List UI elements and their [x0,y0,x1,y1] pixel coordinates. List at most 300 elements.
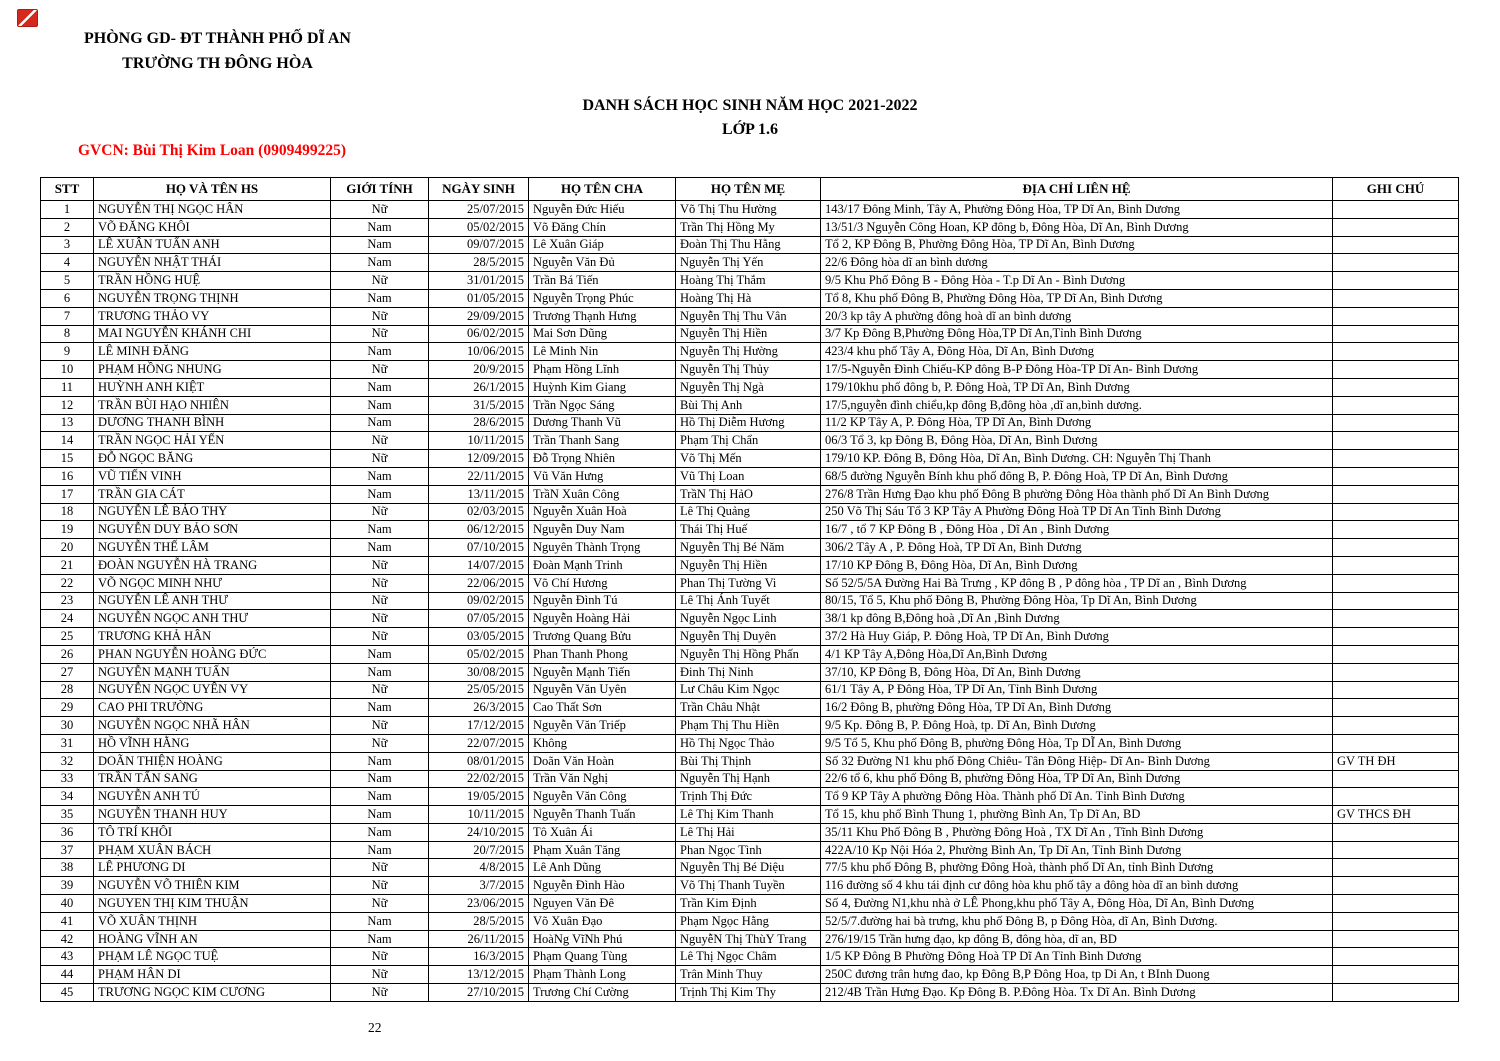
table-row [41,485,1459,503]
cell-father: Trần Bá Tiến [529,272,676,290]
cell-name: PHẠM HỒNG NHUNG [94,361,331,379]
cell-gender: Nữ [331,556,429,574]
table-row [41,467,1459,485]
column-header-father: HỌ TÊN CHA [529,178,676,201]
table-row [41,681,1459,699]
table-row [41,521,1459,539]
cell-mother: Lư Châu Kim Ngọc [676,681,821,699]
cell-note [1333,432,1459,450]
cell-dob: 14/07/2015 [429,556,529,574]
cell-gender: Nam [331,485,429,503]
cell-dob: 26/3/2015 [429,699,529,717]
cell-father: Nguyễn Đình Hào [529,877,676,895]
cell-dob: 31/01/2015 [429,272,529,290]
cell-mother: Lê Thị Ngọc Châm [676,948,821,966]
cell-stt: 6 [41,289,94,307]
cell-note [1333,984,1459,1002]
cell-address: 9/5 Kp. Đông B, P. Đông Hoà, tp. Dĩ An, Bình Dương [821,717,1333,735]
cell-address: 306/2 Tây A , P. Đông Hoà, TP Dĩ An, Bình Dương [821,539,1333,557]
cell-dob: 27/10/2015 [429,984,529,1002]
cell-address: 179/10khu phố đông b, P. Đông Hoà, TP Dĩ An, Bình Dương [821,378,1333,396]
cell-note [1333,414,1459,432]
cell-father: Phạm Xuân Tăng [529,841,676,859]
cell-note [1333,574,1459,592]
cell-address: 35/11 Khu Phố Đông B , Phường Đông Hoà , TX Dĩ An , Tĩnh Bình Dương [821,823,1333,841]
cell-dob: 08/01/2015 [429,752,529,770]
cell-gender: Nam [331,236,429,254]
cell-address: 22/6 tổ 6, khu phố Đông B, phường Đông Hòa, TP Dĩ An, Bình Dương [821,770,1333,788]
cell-father: Nguyên Thành Trọng [529,539,676,557]
cell-mother: Trịnh Thị Kim Thy [676,984,821,1002]
table-body [41,201,1459,1002]
table-row [41,556,1459,574]
cell-note [1333,948,1459,966]
cell-father: Vũ Văn Hưng [529,467,676,485]
column-header-mother: HỌ TÊN MẸ [676,178,821,201]
cell-note [1333,254,1459,272]
cell-gender: Nữ [331,734,429,752]
cell-address: 52/5/7.đường hai bà trưng, khu phố Đông B, p Đông Hòa, dĩ An, Bình Dương. [821,912,1333,930]
cell-mother: Lê Thị Kim Thanh [676,806,821,824]
cell-address: 276/8 Trần Hưng Đạo khu phố Đông B phường Đông Hòa thành phố Dĩ An Bình Dương [821,485,1333,503]
table-row [41,272,1459,290]
cell-note [1333,877,1459,895]
cell-father: Võ Xuân Đạo [529,912,676,930]
cell-gender: Nam [331,467,429,485]
cell-father: Nguyễn Hoàng Hải [529,610,676,628]
cell-gender: Nam [331,663,429,681]
cell-address: 116 đường số 4 khu tái định cư đông hòa khu phố tây a đông hòa dĩ an bình dương [821,877,1333,895]
cell-stt: 25 [41,628,94,646]
cell-mother: Nguyễn Thị Bé Năm [676,539,821,557]
cell-dob: 26/11/2015 [429,930,529,948]
table-row [41,770,1459,788]
cell-gender: Nữ [331,307,429,325]
table-row [41,610,1459,628]
table-row [41,414,1459,432]
cell-mother: Võ Thị Thu Hường [676,201,821,219]
table-row [41,699,1459,717]
cell-gender: Nam [331,752,429,770]
cell-address: 16/2 Đông B, phường Đông Hòa, TP Dĩ An, Bình Dương [821,699,1333,717]
cell-address: 143/17 Đông Minh, Tây A, Phường Đông Hòa, TP Dĩ An, Bình Dương [821,201,1333,219]
cell-gender: Nam [331,289,429,307]
cell-stt: 26 [41,645,94,663]
cell-mother: Nguyễn Thị Yến [676,254,821,272]
cell-dob: 01/05/2015 [429,289,529,307]
cell-name: TRƯƠNG THẢO VY [94,307,331,325]
cell-stt: 32 [41,752,94,770]
cell-gender: Nam [331,699,429,717]
cell-dob: 29/09/2015 [429,307,529,325]
cell-gender: Nam [331,521,429,539]
table-row [41,930,1459,948]
cell-address: 276/19/15 Trần hưng đạo, kp đông B, đông hòa, dĩ an, BD [821,930,1333,948]
cell-mother: Nguyễn Ngọc Linh [676,610,821,628]
cell-note [1333,912,1459,930]
cell-dob: 22/11/2015 [429,467,529,485]
cell-gender: Nam [331,788,429,806]
cell-mother: Đinh Thị Ninh [676,663,821,681]
cell-name: NGUYỄN ANH TÚ [94,788,331,806]
cell-gender: Nữ [331,895,429,913]
cell-dob: 30/08/2015 [429,663,529,681]
cell-gender: Nam [331,378,429,396]
cell-stt: 9 [41,343,94,361]
cell-note [1333,361,1459,379]
cell-dob: 25/07/2015 [429,201,529,219]
cell-address: 22/6 Đông hòa dĩ an bình dương [821,254,1333,272]
cell-note [1333,610,1459,628]
cell-stt: 2 [41,218,94,236]
table-row [41,361,1459,379]
cell-name: HUỲNH ANH KIỆT [94,378,331,396]
cell-address: Tổ 9 KP Tây A phường Đông Hòa. Thành phố Dĩ An. Tỉnh Bình Dương [821,788,1333,806]
column-header-stt: STT [41,178,94,201]
cell-address: 250 Võ Thị Sáu Tổ 3 KP Tây A Phường Đông Hoà TP Dĩ An Tinh Bình Dương [821,503,1333,521]
cell-gender: Nam [331,414,429,432]
org-header [84,26,351,76]
table-row [41,236,1459,254]
cell-name: NGUYỄN NGỌC NHÃ HÂN [94,717,331,735]
cell-mother: Thái Thị Huế [676,521,821,539]
cell-address: 250C đương trân hưng đao, kp Đông B,P Đông Hoa, tp Di An, t BInh Duong [821,966,1333,984]
cell-name: VÕ ĐĂNG KHÔI [94,218,331,236]
cell-address: 212/4B Trần Hưng Đạo. Kp Đông B. P.Đông Hòa. Tx Dĩ An. Bình Dương [821,984,1333,1002]
cell-note [1333,823,1459,841]
cell-address: Tổ 8, Khu phố Đông B, Phường Đông Hòa, TP Dĩ An, Bình Dương [821,289,1333,307]
cell-father: Nguyen Văn Đê [529,895,676,913]
cell-name: TRẦN TẤN SANG [94,770,331,788]
cell-address: Số 4, Đường N1,khu nhà ở LÊ Phong,khu phố Tây A, Đông Hòa, Dĩ An, Bình Dương [821,895,1333,913]
cell-name: CAO PHI TRƯỜNG [94,699,331,717]
cell-note [1333,788,1459,806]
cell-name: PHẠM HÂN DI [94,966,331,984]
table-row [41,450,1459,468]
cell-father: Võ Đăng Chín [529,218,676,236]
cell-gender: Nữ [331,717,429,735]
table-row [41,788,1459,806]
cell-dob: 24/10/2015 [429,823,529,841]
cell-name: NGUYỄN LÊ ANH THƯ [94,592,331,610]
cell-note [1333,450,1459,468]
cell-mother: Lê Thị Hải [676,823,821,841]
cell-note [1333,307,1459,325]
cell-stt: 34 [41,788,94,806]
org-school-line: TRƯỜNG TH ĐÔNG HÒA [122,55,313,72]
cell-mother: Bùi Thị Anh [676,396,821,414]
cell-note [1333,681,1459,699]
cell-father: Nguyễn Thanh Tuấn [529,806,676,824]
cell-gender: Nữ [331,859,429,877]
cell-mother: Nguyễn Thị Bé Diệu [676,859,821,877]
cell-stt: 7 [41,307,94,325]
student-table [40,177,1459,1002]
cell-dob: 10/11/2015 [429,432,529,450]
cell-stt: 33 [41,770,94,788]
cell-mother: Nguyễn Thị Hồng Phấn [676,645,821,663]
cell-note [1333,218,1459,236]
cell-name: TRẦN NGỌC HẢI YẾN [94,432,331,450]
cell-address: 17/5,nguyễn đình chiểu,kp đông B,đông hòa ,dĩ an,bình dương. [821,396,1333,414]
cell-dob: 28/6/2015 [429,414,529,432]
cell-father: Trần Văn Nghị [529,770,676,788]
column-header-dob: NGÀY SINH [429,178,529,201]
cell-stt: 10 [41,361,94,379]
cell-mother: Nguyễn Thị Hiền [676,325,821,343]
table-row [41,663,1459,681]
cell-gender: Nữ [331,628,429,646]
cell-note [1333,859,1459,877]
cell-name: PHẠM LÊ NGỌC TUỆ [94,948,331,966]
cell-note [1333,539,1459,557]
cell-address: 77/5 khu phố Đông B, phường Đông Hoà, thành phố Dĩ An, tỉnh Bình Dương [821,859,1333,877]
cell-address: 9/5 Khu Phố Đông B - Đông Hòa - T.p Dĩ An - Bình Dương [821,272,1333,290]
cell-mother: Nguyễn Thị Duyên [676,628,821,646]
cell-name: HOÀNG VĨNH AN [94,930,331,948]
cell-mother: Lê Thị Quảng [676,503,821,521]
cell-father: Đoàn Mạnh Trinh [529,556,676,574]
cell-gender: Nữ [331,325,429,343]
cell-stt: 43 [41,948,94,966]
cell-note [1333,236,1459,254]
cell-dob: 07/05/2015 [429,610,529,628]
cell-note [1333,556,1459,574]
cell-stt: 3 [41,236,94,254]
cell-gender: Nữ [331,574,429,592]
cell-stt: 27 [41,663,94,681]
cell-father: Đỗ Trọng Nhiên [529,450,676,468]
cell-stt: 41 [41,912,94,930]
cell-name: TRƯƠNG KHẢ HÂN [94,628,331,646]
cell-gender: Nam [331,645,429,663]
cell-note [1333,645,1459,663]
cell-dob: 02/03/2015 [429,503,529,521]
table-row [41,289,1459,307]
cell-father: Phạm Quang Tùng [529,948,676,966]
cell-stt: 1 [41,201,94,219]
cell-father: Phan Thanh Phong [529,645,676,663]
cell-stt: 4 [41,254,94,272]
table-row [41,592,1459,610]
org-department-line: PHÒNG GD- ĐT THÀNH PHỐ DĨ AN [84,30,351,47]
cell-address: 422A/10 Kp Nội Hóa 2, Phường Bình An, Tp Dĩ An, Tỉnh Bình Dương [821,841,1333,859]
cell-note [1333,378,1459,396]
cell-gender: Nam [331,806,429,824]
cell-mother: Nguyễn Thị Thủy [676,361,821,379]
cell-gender: Nữ [331,503,429,521]
cell-father: Nguyễn Duy Nam [529,521,676,539]
cell-name: NGUYEN THỊ KIM THUẬN [94,895,331,913]
cell-stt: 37 [41,841,94,859]
cell-gender: Nam [331,912,429,930]
cell-mother: Hồ Thị Diễm Hương [676,414,821,432]
cell-address: 423/4 khu phố Tây A, Đông Hòa, Dĩ An, Bình Dương [821,343,1333,361]
cell-name: LÊ PHƯƠNG DI [94,859,331,877]
cell-gender: Nữ [331,201,429,219]
cell-stt: 12 [41,396,94,414]
cell-dob: 13/12/2015 [429,966,529,984]
cell-note [1333,717,1459,735]
cell-father: Nguyễn Văn Công [529,788,676,806]
cell-dob: 05/02/2015 [429,218,529,236]
cell-name: VÕ NGỌC MINH NHƯ [94,574,331,592]
cell-note [1333,201,1459,219]
cell-dob: 13/11/2015 [429,485,529,503]
cell-note [1333,895,1459,913]
table-row [41,503,1459,521]
cell-gender: Nữ [331,681,429,699]
cell-dob: 19/05/2015 [429,788,529,806]
cell-note [1333,930,1459,948]
cell-mother: Đoàn Thị Thu Hằng [676,236,821,254]
cell-mother: Nguyễn Thị Hiền [676,556,821,574]
cell-gender: Nữ [331,948,429,966]
cell-father: Phạm Hồng Lĩnh [529,361,676,379]
cell-name: MAI NGUYỄN KHÁNH CHI [94,325,331,343]
cell-father: Cao Thất Sơn [529,699,676,717]
cell-mother: Hồ Thị Ngọc Thảo [676,734,821,752]
table-row [41,717,1459,735]
cell-address: 16/7 , tổ 7 KP Đông B , Đông Hòa , Dĩ An , Bình Dương [821,521,1333,539]
cell-father: HoàNg VĩNh Phú [529,930,676,948]
cell-dob: 22/06/2015 [429,574,529,592]
cell-note [1333,503,1459,521]
cell-mother: Hoàng Thị Hà [676,289,821,307]
cell-name: TRẦN BÙI HẠO NHIÊN [94,396,331,414]
cell-note [1333,289,1459,307]
cell-address: Số 52/5/5A Đường Hai Bà Trưng , KP đông B , P đông hòa , TP Dĩ an , Bình Dương [821,574,1333,592]
table-row [41,806,1459,824]
cell-stt: 13 [41,414,94,432]
table-row [41,912,1459,930]
cell-dob: 20/7/2015 [429,841,529,859]
cell-dob: 26/1/2015 [429,378,529,396]
cell-address: 38/1 kp đông B,Đông hoà ,Dĩ An ,Bình Dương [821,610,1333,628]
column-header-address: ĐỊA CHỈ LIÊN HỆ [821,178,1333,201]
cell-gender: Nữ [331,877,429,895]
cell-dob: 03/05/2015 [429,628,529,646]
cell-note [1333,343,1459,361]
cell-father: Lê Anh Dũng [529,859,676,877]
cell-dob: 31/5/2015 [429,396,529,414]
cell-address: 80/15, Tổ 5, Khu phố Đông B, Phường Đông Hòa, Tp Dĩ An, Bình Dương [821,592,1333,610]
cell-note [1333,325,1459,343]
cell-name: VÕ XUÂN THỊNH [94,912,331,930]
cell-stt: 18 [41,503,94,521]
table-row [41,201,1459,219]
cell-note: GV TH ĐH [1333,752,1459,770]
cell-address: 20/3 kp tây A phường đông hoà dĩ an bình dương [821,307,1333,325]
table-row [41,343,1459,361]
cell-dob: 28/5/2015 [429,912,529,930]
cell-gender: Nam [331,770,429,788]
cell-dob: 22/02/2015 [429,770,529,788]
cell-note [1333,396,1459,414]
cell-stt: 24 [41,610,94,628]
cell-name: DƯƠNG THANH BÌNH [94,414,331,432]
cell-note: GV THCS ĐH [1333,806,1459,824]
cell-dob: 16/3/2015 [429,948,529,966]
cell-address: Tổ 2, KP Đông B, Phường Đông Hòa, TP Dĩ An, Bình Dương [821,236,1333,254]
cell-dob: 20/9/2015 [429,361,529,379]
cell-mother: NguyễN Thị ThùY Trang [676,930,821,948]
table-row [41,432,1459,450]
cell-mother: Trần Châu Nhật [676,699,821,717]
cell-stt: 30 [41,717,94,735]
cell-stt: 44 [41,966,94,984]
cell-address: 4/1 KP Tây A,Đông Hòa,Dĩ An,Bình Dương [821,645,1333,663]
cell-dob: 23/06/2015 [429,895,529,913]
table-row [41,218,1459,236]
cell-name: PHẠM XUÂN BÁCH [94,841,331,859]
table-row [41,895,1459,913]
cell-father: Mai Sơn Dũng [529,325,676,343]
table-row [41,823,1459,841]
cell-dob: 4/8/2015 [429,859,529,877]
cell-gender: Nữ [331,432,429,450]
table-row [41,752,1459,770]
cell-gender: Nữ [331,592,429,610]
cell-mother: Nguyễn Thị Thu Vân [676,307,821,325]
cell-father: Trương Thạnh Hưng [529,307,676,325]
cell-father: Nguyễn Đình Tú [529,592,676,610]
cell-stt: 5 [41,272,94,290]
column-header-note: GHI CHÚ [1333,178,1459,201]
cell-name: VŨ TIẾN VINH [94,467,331,485]
column-header-name: HỌ VÀ TÊN HS [94,178,331,201]
cell-stt: 31 [41,734,94,752]
cell-stt: 35 [41,806,94,824]
cell-stt: 45 [41,984,94,1002]
table-row [41,984,1459,1002]
cell-gender: Nam [331,930,429,948]
cell-mother: Phan Thị Tường Vi [676,574,821,592]
cell-mother: Lê Thị Ánh Tuyết [676,592,821,610]
cell-father: Phạm Thành Long [529,966,676,984]
cell-father: Trần Ngọc Sáng [529,396,676,414]
cell-stt: 39 [41,877,94,895]
cell-mother: Nguyễn Thị Hường [676,343,821,361]
cell-gender: Nữ [331,984,429,1002]
cell-name: PHAN NGUYỄN HOÀNG ĐỨC [94,645,331,663]
cell-address: 9/5 Tổ 5, Khu phố Đông B, phường Đông Hòa, Tp DĨ An, Bình Dương [821,734,1333,752]
cell-father: Nguyễn Xuân Hoà [529,503,676,521]
cell-father: Nguyễn Mạnh Tiến [529,663,676,681]
homeroom-teacher-line: GVCN: Bùi Thị Kim Loan (0909499225) [78,142,346,159]
cell-name: NGUYỄN NHẬT THÁI [94,254,331,272]
cell-name: NGUYỄN THẾ LÂM [94,539,331,557]
cell-address: 179/10 KP. Đông B, Đông Hòa, Dĩ An, Bình Dương. CH: Nguyễn Thị Thanh [821,450,1333,468]
cell-father: Võ Chí Hương [529,574,676,592]
cell-dob: 06/02/2015 [429,325,529,343]
cell-father: Không [529,734,676,752]
cell-dob: 05/02/2015 [429,645,529,663]
cell-mother: Võ Thị Mến [676,450,821,468]
cell-name: NGUYỄN VÕ THIÊN KIM [94,877,331,895]
cell-gender: Nam [331,841,429,859]
document-title: DANH SÁCH HỌC SINH NĂM HỌC 2021-2022 [582,97,918,114]
cell-father: Lê Minh Nin [529,343,676,361]
table-row [41,254,1459,272]
page-number: 22 [368,1020,382,1035]
cell-stt: 16 [41,467,94,485]
cell-stt: 19 [41,521,94,539]
table-row [41,966,1459,984]
cell-gender: Nữ [331,272,429,290]
cell-dob: 10/06/2015 [429,343,529,361]
cell-name: DOÃN THIỆN HOÀNG [94,752,331,770]
